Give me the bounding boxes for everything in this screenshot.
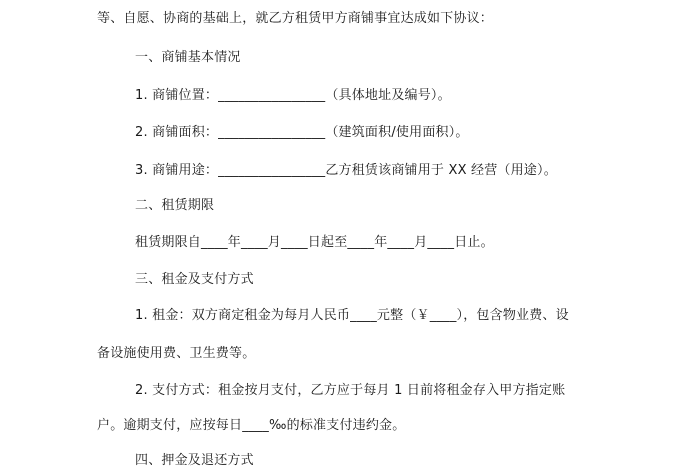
clause-shop-area: 2. 商铺面积：________________（建筑面积/使用面积）。 <box>135 125 469 140</box>
clause-payment-method: 2. 支付方式：租金按月支付，乙方应于每月 1 日前将租金存入甲方指定账 <box>135 383 566 398</box>
section-heading-rent-payment: 三、租金及支付方式 <box>135 272 254 287</box>
section-heading-shop-info: 一、商铺基本情况 <box>135 50 241 65</box>
clause-shop-location: 1. 商铺位置：________________（具体地址及编号）。 <box>135 88 451 103</box>
clause-rent-amount-continuation: 备设施使用费、卫生费等。 <box>97 346 256 361</box>
section-heading-lease-term: 二、租赁期限 <box>135 198 215 213</box>
clause-payment-method-continuation: 户。逾期支付，应按每日____‰的标准支付违约金。 <box>97 418 406 433</box>
section-heading-deposit: 四、押金及退还方式 <box>135 453 254 468</box>
paragraph-intro-continuation: 等、自愿、协商的基础上，就乙方租赁甲方商铺事宜达成如下协议： <box>97 11 494 26</box>
clause-lease-term: 租赁期限自____年____月____日起至____年____月____日止。 <box>135 235 494 250</box>
clause-rent-amount: 1. 租金：双方商定租金为每月人民币____元整（￥____），包含物业费、设 <box>135 308 569 323</box>
clause-shop-use: 3. 商铺用途：________________乙方租赁该商铺用于 XX 经营（用途）。 <box>135 163 557 178</box>
